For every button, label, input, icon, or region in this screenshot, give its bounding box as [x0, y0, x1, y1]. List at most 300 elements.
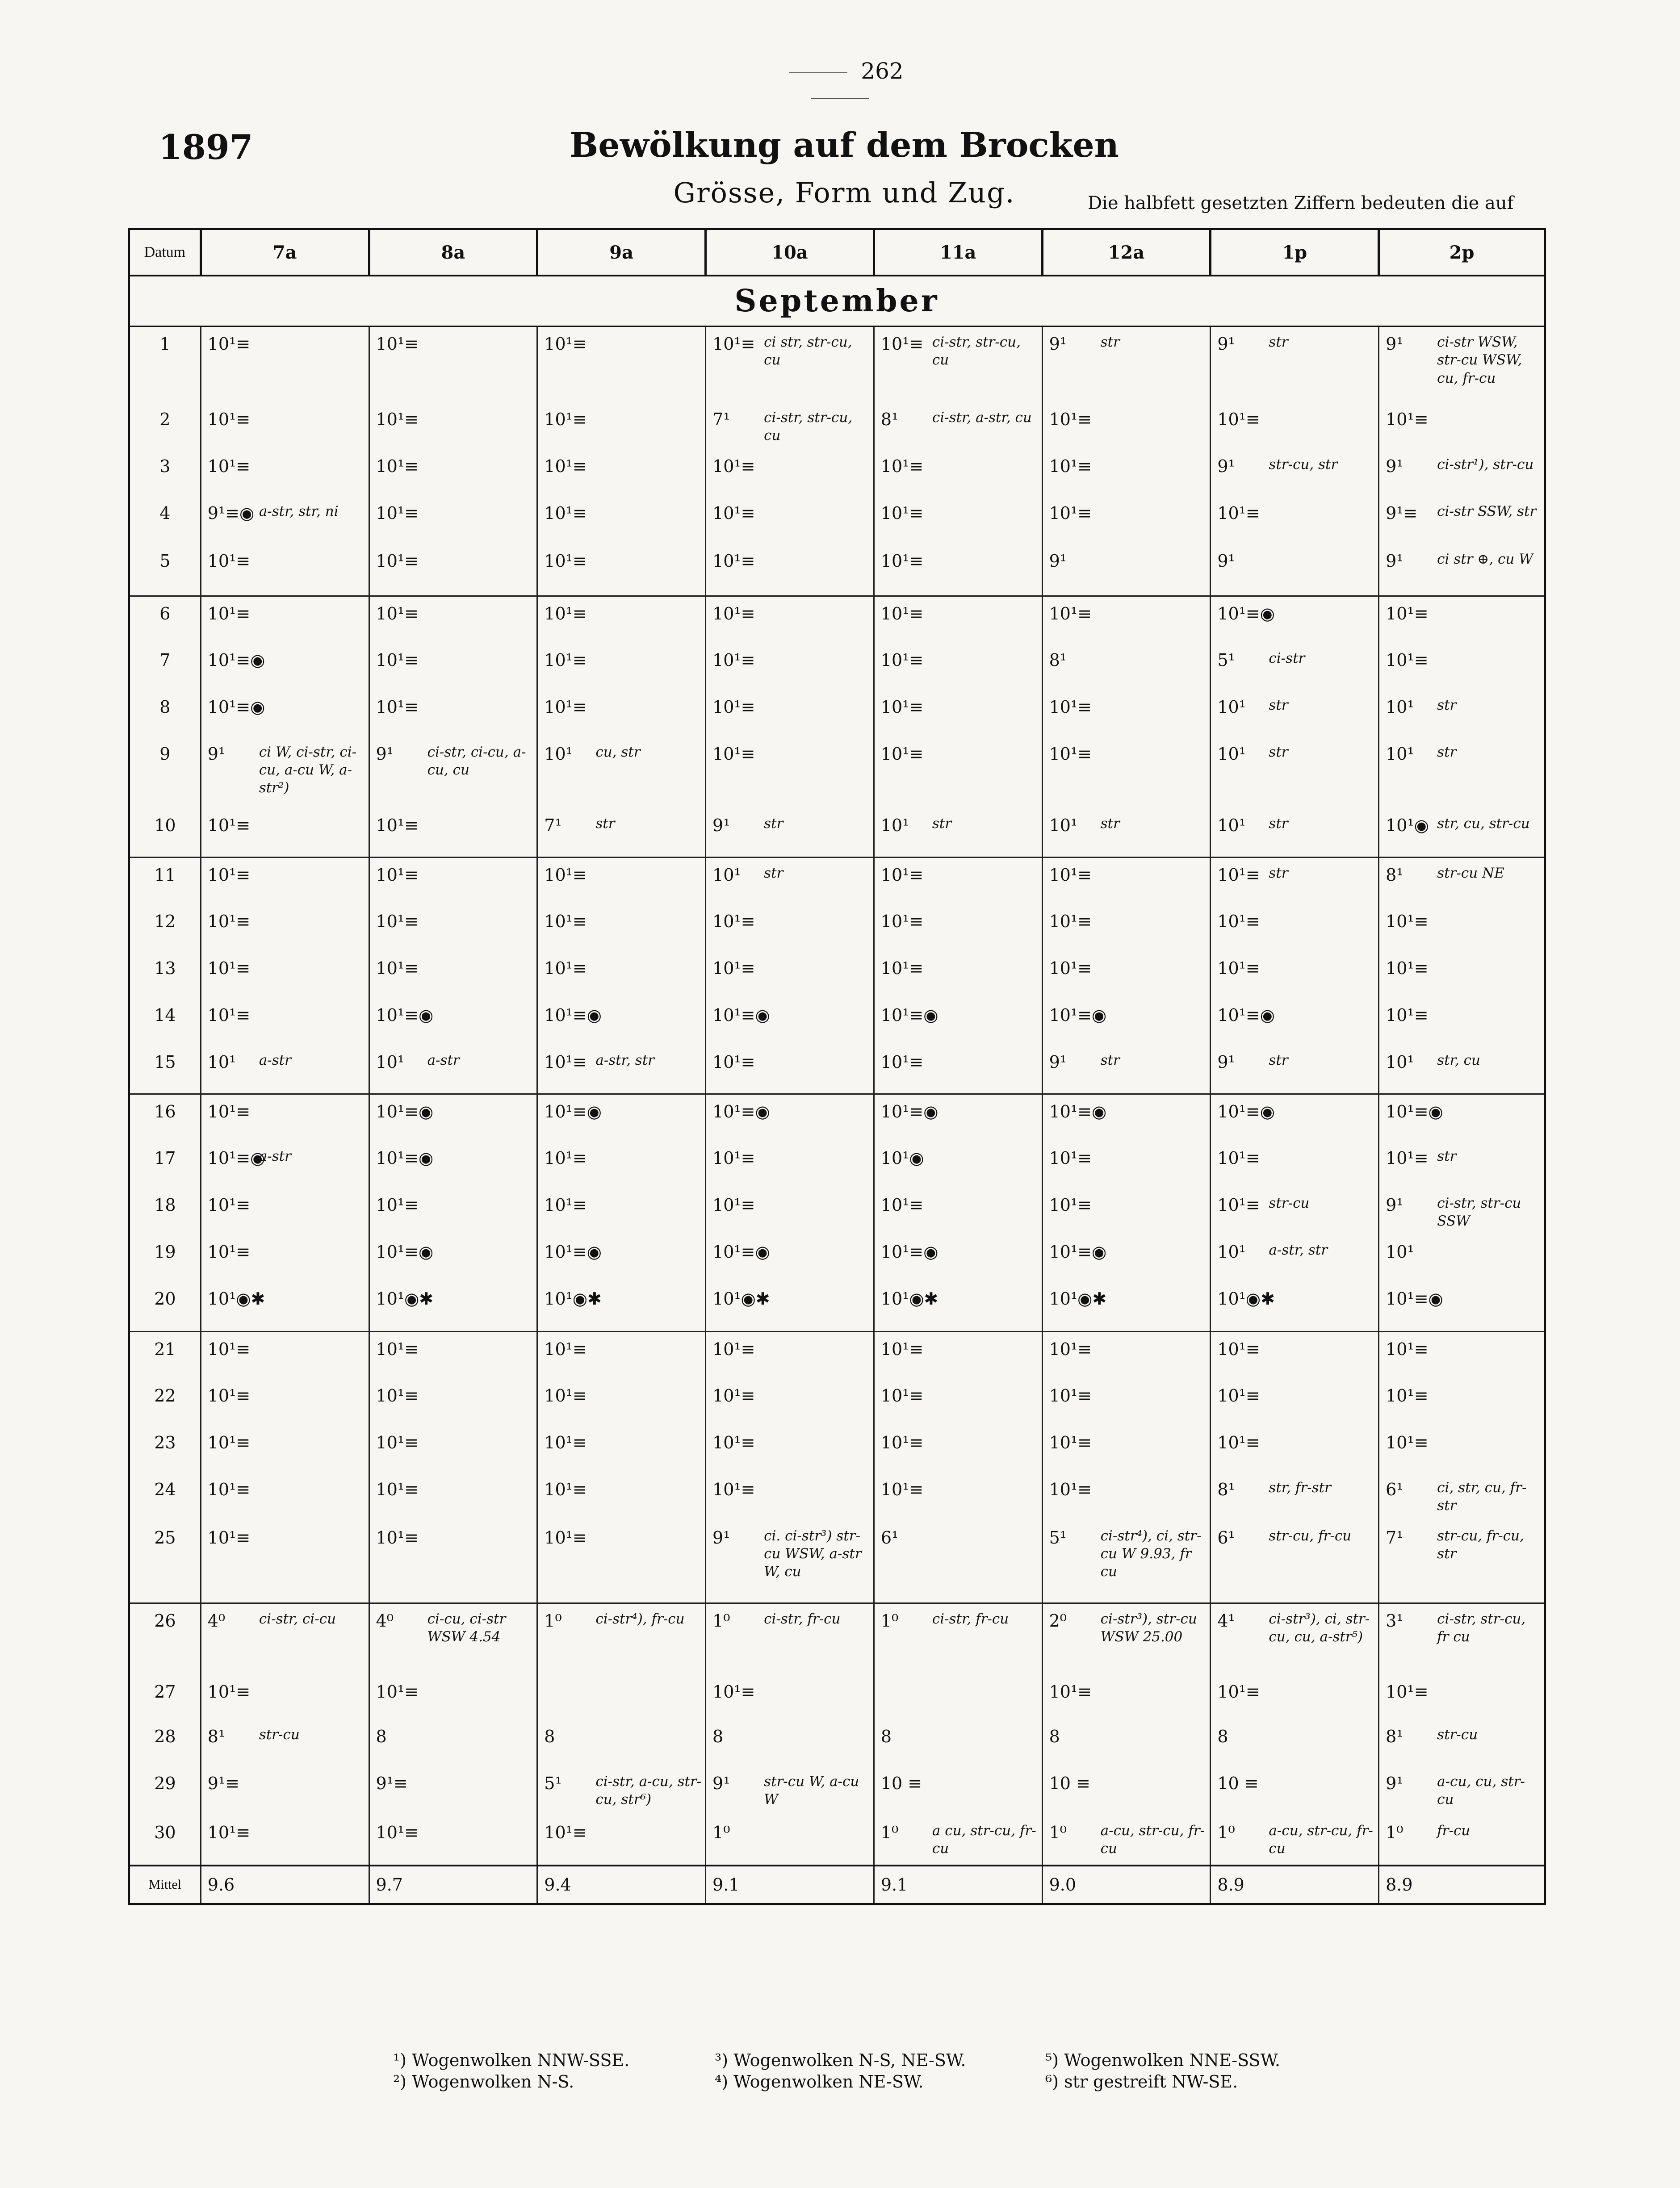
mittel-spacer — [759, 1866, 874, 1904]
cloud-amount-7a: 9¹≡ — [207, 1773, 239, 1793]
footnote-2: ²) Wogenwolken N-S. — [393, 2071, 574, 2092]
cloud-amount-9a: 5¹ — [544, 1773, 562, 1793]
year: 1897 — [159, 127, 253, 167]
cloud-amount-7a: 10¹◉✱ — [201, 1282, 255, 1332]
cloud-amount-1p: 10¹≡ — [1217, 911, 1260, 931]
cloud-amount-2p: 10¹≡ — [1386, 409, 1429, 429]
cloud-amount-9a: 10¹≡ — [544, 456, 587, 476]
cloud-form-7a — [255, 1282, 369, 1332]
cloud-amount-12a: 10¹≡◉ — [1049, 1005, 1107, 1025]
table-row — [129, 326, 1545, 402]
cloud-amount-9a: 10¹≡ — [544, 503, 587, 523]
cloud-form-8a — [423, 326, 537, 402]
cloud-amount-11a: 10 ≡ — [880, 1773, 922, 1793]
cloud-amount-7a: 8¹ — [207, 1726, 226, 1746]
cloud-amount-10a: 10¹≡ — [706, 1045, 760, 1094]
mittel-spacer — [928, 1866, 1042, 1904]
footnote-6: ⁶) str gestreift NW-SE. — [1045, 2071, 1238, 2092]
cloud-form-12a — [1096, 643, 1211, 690]
cloud-form-2p: str-cu — [1433, 1719, 1545, 1766]
cloud-amount-1p: 10¹≡ — [1217, 1195, 1260, 1215]
cloud-form-1p: str — [1264, 326, 1378, 402]
mittel-spacer — [1264, 1866, 1378, 1904]
cloud-amount-12a: 10¹≡ — [1049, 503, 1092, 523]
cloud-amount-11a: 10¹≡ — [880, 1385, 924, 1406]
cloud-amount-10a: 7¹ — [712, 409, 730, 429]
cloud-form-7a — [255, 808, 369, 858]
cloud-amount-11a: 10¹≡ — [880, 1479, 924, 1499]
cloud-form-2p: ci-str, str-cu, fr cu — [1433, 1603, 1545, 1675]
table-row — [129, 544, 1545, 596]
cloud-amount-1p: 1⁰ — [1217, 1822, 1235, 1842]
cloud-amount-10a: 10¹≡ — [712, 334, 755, 354]
cloud-amount-7a: 10¹≡ — [207, 604, 251, 623]
cloud-amount-11a: 1⁰ — [880, 1822, 899, 1842]
cloud-amount-2p: 9¹ — [1386, 1773, 1403, 1793]
cloud-form-2p: a-cu, cu, str-cu — [1433, 1766, 1545, 1816]
cloud-amount-10a: 10¹≡ — [712, 697, 755, 717]
header-datum: Datum — [129, 229, 201, 276]
day-number: 13 — [129, 951, 201, 998]
cloud-form-8a — [423, 496, 537, 544]
day-number: 21 — [129, 1332, 201, 1379]
cloud-amount-2p: 6¹ — [1386, 1479, 1403, 1499]
mittel-label: Mittel — [129, 1866, 201, 1904]
cloud-amount-9a: 10¹≡ — [544, 604, 587, 623]
cloud-form-11a — [928, 1379, 1042, 1426]
cloud-amount-2p: 8¹ — [1386, 865, 1403, 885]
cloud-amount-9a: 10¹≡ — [544, 958, 587, 978]
cloud-amount-11a: 10¹◉ — [880, 1148, 924, 1168]
day-number: 2 — [129, 402, 201, 449]
cloud-form-11a — [928, 544, 1042, 596]
table-row — [129, 808, 1545, 858]
cloud-form-1p: a-cu, str-cu, fr-cu — [1264, 1816, 1378, 1866]
day-number: 24 — [129, 1473, 201, 1521]
cloud-form-7a: ci W, ci-str, ci-cu, a-cu W, a-str²) — [255, 737, 369, 808]
cloud-amount-8a: 10¹≡ — [376, 1385, 419, 1406]
cloud-amount-2p: 9¹ — [1386, 456, 1403, 476]
cloud-form-10a — [759, 1816, 874, 1866]
cloud-amount-11a: 10¹◉✱ — [874, 1282, 928, 1332]
cloud-amount-1p: 10¹ — [1217, 744, 1246, 764]
cloud-form-9a — [591, 1332, 705, 1379]
cloud-amount-1p: 9¹ — [1217, 456, 1235, 476]
cloud-amount-8a: 10¹≡ — [376, 334, 419, 354]
cloud-form-1p — [1264, 998, 1378, 1045]
cloud-amount-2p: 10¹ — [1386, 1242, 1414, 1262]
cloud-form-2p — [1433, 643, 1545, 690]
cloud-form-2p: ci-str SSW, str — [1433, 496, 1545, 544]
cloud-amount-10a: 1⁰ — [712, 1611, 730, 1631]
cloud-amount-11a: 10¹ — [874, 808, 928, 858]
cloud-amount-9a: 10¹≡ — [544, 650, 587, 670]
cloud-amount-12a: 10¹≡ — [1049, 744, 1092, 764]
cloud-amount-11a: 8¹ — [880, 409, 899, 429]
cloud-form-7a: a-str, str, ni — [255, 496, 369, 544]
cloud-form-12a — [1096, 1188, 1211, 1235]
cloud-form-11a — [928, 449, 1042, 496]
cloud-amount-10a: 10¹≡ — [712, 1479, 755, 1499]
cloud-amount-9a: 8 — [544, 1726, 555, 1746]
cloud-amount-1p: 10¹≡◉ — [1217, 604, 1275, 623]
cloud-form-12a — [1096, 1675, 1211, 1719]
mittel-value-9a: 9.4 — [537, 1866, 591, 1904]
cloud-form-9a — [591, 858, 705, 904]
cloud-amount-7a: 10¹≡◉ — [207, 650, 265, 670]
mittel-spacer — [1096, 1866, 1211, 1904]
header-11a: 11a — [874, 229, 1042, 276]
cloud-amount-8a: 10¹≡ — [369, 1521, 423, 1603]
cloud-amount-2p: 10¹≡ — [1386, 1682, 1429, 1702]
cloud-form-1p: str-cu — [1264, 1188, 1378, 1235]
cloud-amount-2p: 10¹≡ — [1386, 650, 1429, 670]
cloud-form-8a — [423, 858, 537, 904]
cloud-form-10a: ci str, str-cu, cu — [759, 326, 874, 402]
cloud-form-12a — [1096, 1282, 1211, 1332]
day-number: 27 — [129, 1675, 201, 1719]
cloud-amount-11a: 10¹≡ — [880, 604, 924, 623]
cloud-amount-10a: 1⁰ — [712, 1822, 730, 1842]
cloud-amount-11a — [874, 1675, 928, 1719]
cloud-amount-11a: 8 — [880, 1726, 892, 1746]
month-heading: September — [129, 276, 1545, 326]
cloud-form-1p — [1264, 1282, 1378, 1332]
cloud-amount-7a: 10¹≡ — [207, 1339, 251, 1359]
cloud-form-9a: a-str, str — [591, 1045, 705, 1094]
cloud-amount-8a: 10¹≡ — [376, 409, 419, 429]
cloud-form-1p: str-cu, fr-cu — [1264, 1521, 1378, 1603]
cloud-amount-7a: 10¹≡ — [201, 808, 255, 858]
cloud-form-7a — [255, 402, 369, 449]
header-9a: 9a — [537, 229, 706, 276]
cloud-form-12a — [1096, 449, 1211, 496]
cloud-amount-7a: 10¹≡◉ — [207, 697, 265, 717]
day-number: 3 — [129, 449, 201, 496]
cloud-form-9a — [591, 326, 705, 402]
mittel-spacer — [423, 1866, 537, 1904]
cloud-amount-7a: 10¹≡ — [207, 409, 251, 429]
cloud-amount-12a: 10¹≡◉ — [1049, 1242, 1107, 1262]
cloud-amount-7a: 10¹≡ — [201, 1521, 255, 1603]
cloud-form-1p: str-cu, str — [1264, 449, 1378, 496]
cloud-amount-8a: 10¹≡ — [376, 650, 419, 670]
day-number: 5 — [129, 544, 201, 596]
cloud-amount-7a: 10¹≡ — [207, 1822, 251, 1842]
day-number: 23 — [129, 1426, 201, 1473]
cloud-form-10a — [759, 1045, 874, 1094]
cloud-form-10a — [759, 643, 874, 690]
cloud-form-9a — [591, 951, 705, 998]
cloud-form-7a — [255, 858, 369, 904]
cloud-form-10a — [759, 690, 874, 737]
cloud-form-12a — [1096, 1094, 1211, 1141]
cloud-form-10a — [759, 1719, 874, 1766]
table-row — [129, 1094, 1545, 1141]
cloud-form-2p — [1433, 1282, 1545, 1332]
cloud-amount-1p: 8 — [1217, 1726, 1228, 1746]
cloud-form-2p — [1433, 951, 1545, 998]
cloud-amount-8a: 10¹≡◉ — [376, 1005, 434, 1025]
cloud-amount-9a: 10¹≡◉ — [544, 1102, 602, 1121]
cloud-amount-7a: 9¹ — [207, 744, 226, 764]
cloud-amount-8a: 10¹≡ — [376, 697, 419, 717]
cloud-amount-7a: 4⁰ — [207, 1611, 226, 1631]
cloud-amount-9a: 10¹≡◉ — [544, 1005, 602, 1025]
cloud-amount-7a: 10¹≡ — [207, 1195, 251, 1215]
cloud-form-10a — [759, 496, 874, 544]
cloud-form-2p: str — [1433, 737, 1545, 808]
footnote-4: ⁴) Wogenwolken NE-SW. — [715, 2071, 924, 2092]
cloud-form-1p — [1264, 544, 1378, 596]
cloud-amount-7a: 10¹ — [201, 1045, 255, 1094]
table-row — [129, 1141, 1545, 1188]
day-number: 18 — [129, 1188, 201, 1235]
cloud-form-8a — [423, 1426, 537, 1473]
cloud-form-8a — [423, 998, 537, 1045]
cloud-amount-9a: 10¹≡ — [544, 1339, 587, 1359]
cloud-form-10a: str-cu W, a-cu W — [759, 1766, 874, 1816]
cloud-form-11a — [928, 737, 1042, 808]
cloud-amount-1p: 8¹ — [1217, 1479, 1235, 1499]
page-title: Bewölkung auf dem Brocken — [570, 125, 1119, 165]
cloud-form-7a — [255, 1379, 369, 1426]
cloud-amount-11a: 10¹≡ — [880, 1339, 924, 1359]
table-row — [129, 1332, 1545, 1379]
cloud-form-1p: str, fr-str — [1264, 1473, 1378, 1521]
cloud-amount-1p: 10¹≡ — [1217, 865, 1260, 885]
cloud-form-8a — [423, 544, 537, 596]
cloud-form-12a — [1096, 402, 1211, 449]
cloud-amount-1p: 10 ≡ — [1217, 1773, 1259, 1793]
cloud-form-9a — [591, 1235, 705, 1282]
cloud-form-7a: str-cu — [255, 1719, 369, 1766]
cloud-form-8a — [423, 643, 537, 690]
cloud-amount-11a: 10¹≡ — [874, 1045, 928, 1094]
cloud-amount-8a: 10¹≡◉ — [376, 1148, 434, 1168]
cloud-form-11a — [928, 1332, 1042, 1379]
cloud-form-11a — [928, 1521, 1042, 1603]
cloud-amount-2p: 9¹ — [1379, 544, 1433, 596]
cloud-amount-12a: 10 ≡ — [1049, 1773, 1090, 1793]
cloud-amount-1p: 9¹ — [1217, 334, 1235, 354]
cloud-form-1p: str — [1264, 1045, 1378, 1094]
cloud-amount-2p: 10¹≡ — [1386, 911, 1429, 931]
header-8a: 8a — [369, 229, 537, 276]
cloud-form-1p — [1264, 1094, 1378, 1141]
cloud-form-9a — [591, 1094, 705, 1141]
mittel-value-10a: 9.1 — [706, 1866, 760, 1904]
cloud-form-7a — [255, 1094, 369, 1141]
cloud-form-11a — [928, 643, 1042, 690]
cloud-form-9a — [591, 904, 705, 951]
cloud-form-12a: str — [1096, 808, 1211, 858]
cloud-form-2p: str-cu NE — [1433, 858, 1545, 904]
cloud-amount-12a: 10¹≡ — [1049, 1339, 1092, 1359]
cloud-form-8a — [423, 951, 537, 998]
cloud-form-2p: str-cu, fr-cu, str — [1433, 1521, 1545, 1603]
cloud-form-8a — [423, 1332, 537, 1379]
cloud-amount-9a: 10¹≡ — [544, 1822, 587, 1842]
cloud-amount-1p: 10¹≡ — [1217, 1432, 1260, 1452]
day-number: 15 — [129, 1045, 201, 1094]
cloud-amount-8a: 4⁰ — [376, 1611, 394, 1631]
cloud-form-9a — [591, 1521, 705, 1603]
cloud-form-12a — [1096, 998, 1211, 1045]
cloud-amount-9a: 10¹≡ — [544, 334, 587, 354]
cloud-form-8a — [423, 1188, 537, 1235]
cloud-amount-7a: 10¹≡ — [201, 544, 255, 596]
cloud-amount-7a: 9¹≡◉ — [207, 503, 255, 523]
cloud-form-12a: str — [1096, 1045, 1211, 1094]
cloud-form-8a — [423, 1521, 537, 1603]
table-row — [129, 1426, 1545, 1473]
day-number: 16 — [129, 1094, 201, 1141]
cloud-amount-1p: 10¹≡ — [1217, 409, 1260, 429]
cloud-form-10a — [759, 1094, 874, 1141]
cloud-amount-1p: 10¹≡◉ — [1217, 1005, 1275, 1025]
cloud-form-7a — [255, 1235, 369, 1282]
cloud-amount-8a: 10¹≡ — [369, 808, 423, 858]
cloud-form-1p — [1264, 1379, 1378, 1426]
cloud-amount-11a: 6¹ — [874, 1521, 928, 1603]
cloud-form-9a — [591, 643, 705, 690]
cloud-form-1p — [1264, 1426, 1378, 1473]
cloud-amount-11a: 10¹≡ — [880, 958, 924, 978]
cloud-amount-8a: 10¹≡ — [376, 911, 419, 931]
cloud-form-7a — [255, 1188, 369, 1235]
cloud-form-2p: str, cu, str-cu — [1433, 808, 1545, 858]
cloud-form-9a — [591, 690, 705, 737]
cloud-form-8a — [423, 904, 537, 951]
cloud-amount-10a: 10¹≡◉ — [712, 1005, 770, 1025]
cloud-form-2p — [1433, 402, 1545, 449]
cloud-form-8a: ci-str, ci-cu, a-cu, cu — [423, 737, 537, 808]
cloud-form-11a — [928, 1282, 1042, 1332]
cloud-form-12a — [1096, 858, 1211, 904]
cloud-amount-2p: 10¹≡ — [1386, 1148, 1429, 1168]
cloud-form-2p — [1433, 596, 1545, 643]
cloud-form-10a — [759, 1426, 874, 1473]
cloud-form-8a — [423, 596, 537, 643]
cloud-form-9a — [591, 1816, 705, 1866]
cloud-form-8a — [423, 808, 537, 858]
cloud-form-10a: str — [759, 858, 874, 904]
day-number: 25 — [129, 1521, 201, 1603]
cloud-form-11a — [928, 690, 1042, 737]
cloud-amount-10a: 9¹ — [712, 1773, 730, 1793]
cloud-form-9a — [591, 1675, 705, 1719]
cloud-form-11a — [928, 904, 1042, 951]
cloud-amount-1p: 10¹≡ — [1217, 503, 1260, 523]
cloud-amount-2p: 10¹≡◉ — [1386, 1102, 1443, 1121]
table-row — [129, 1675, 1545, 1719]
cloud-form-8a: a-str — [423, 1045, 537, 1094]
cloud-form-2p — [1433, 904, 1545, 951]
cloud-amount-8a: 10¹◉✱ — [369, 1282, 423, 1332]
cloud-form-1p — [1264, 596, 1378, 643]
cloud-form-8a — [423, 1379, 537, 1426]
cloud-form-1p: ci-str³), ci, str-cu, cu, a-str⁵) — [1264, 1603, 1378, 1675]
cloud-amount-12a: 10¹≡ — [1049, 456, 1092, 476]
cloud-form-2p: str, cu — [1433, 1045, 1545, 1094]
cloud-amount-7a: 10¹≡ — [207, 1385, 251, 1406]
cloud-amount-9a: 10¹ — [544, 744, 573, 764]
cloud-amount-2p: 10¹ — [1379, 1045, 1433, 1094]
table-row — [129, 737, 1545, 808]
table-body — [129, 276, 1545, 1904]
footnote-1: ¹) Wogenwolken NNW-SSE. — [393, 2050, 630, 2070]
cloud-form-1p — [1264, 1332, 1378, 1379]
cloud-form-8a — [423, 1473, 537, 1521]
cloud-form-11a — [928, 1675, 1042, 1719]
cloud-form-12a: a-cu, str-cu, fr-cu — [1096, 1816, 1211, 1866]
cloud-form-1p: str — [1264, 858, 1378, 904]
cloud-form-11a: a cu, str-cu, fr-cu — [928, 1816, 1042, 1866]
cloud-amount-10a: 10¹≡ — [712, 1148, 755, 1168]
cloud-amount-2p: 10¹≡ — [1386, 1432, 1429, 1452]
cloud-form-8a — [423, 1719, 537, 1766]
cloud-form-1p — [1264, 1675, 1378, 1719]
cloud-amount-1p: 10¹ — [1211, 808, 1265, 858]
day-number: 30 — [129, 1816, 201, 1866]
cloud-form-2p — [1433, 998, 1545, 1045]
cloud-amount-2p: 10¹≡ — [1386, 958, 1429, 978]
cloud-amount-10a: 10¹≡ — [712, 744, 755, 764]
cloud-amount-2p: 10¹≡ — [1386, 1005, 1429, 1025]
cloud-amount-10a: 10¹≡ — [706, 544, 760, 596]
cloud-amount-12a: 9¹ — [1049, 334, 1067, 354]
cloud-amount-8a: 10¹≡ — [376, 1479, 419, 1499]
cloud-amount-12a: 5¹ — [1042, 1521, 1096, 1603]
cloud-form-7a — [255, 951, 369, 998]
table-row — [129, 596, 1545, 643]
cloud-amount-10a: 9¹ — [706, 808, 760, 858]
cloud-amount-10a: 10¹≡ — [712, 1432, 755, 1452]
day-number: 12 — [129, 904, 201, 951]
cloud-amount-8a: 10¹≡◉ — [376, 1242, 434, 1262]
cloud-amount-12a: 10¹≡ — [1049, 1432, 1092, 1452]
cloud-amount-9a: 1⁰ — [544, 1611, 562, 1631]
day-number: 29 — [129, 1766, 201, 1816]
day-number: 26 — [129, 1603, 201, 1675]
cloud-form-2p: ci-str¹), str-cu — [1433, 449, 1545, 496]
cloud-form-12a — [1096, 1766, 1211, 1816]
cloud-form-10a — [759, 1141, 874, 1188]
cloud-amount-8a: 10¹≡ — [376, 1432, 419, 1452]
header-1p: 1p — [1211, 229, 1379, 276]
cloud-amount-2p: 9¹≡ — [1386, 503, 1418, 523]
cloud-form-2p — [1433, 1379, 1545, 1426]
cloud-form-2p: ci, str, cu, fr-str — [1433, 1473, 1545, 1521]
cloud-amount-2p: 10¹ — [1386, 697, 1414, 717]
cloud-amount-12a: 8 — [1049, 1726, 1060, 1746]
cloud-form-2p — [1433, 1675, 1545, 1719]
cloud-form-1p — [1264, 1766, 1378, 1816]
day-number: 11 — [129, 858, 201, 904]
cloud-form-11a — [928, 596, 1042, 643]
cloud-amount-12a: 9¹ — [1042, 544, 1096, 596]
day-number: 20 — [129, 1282, 201, 1332]
cloud-amount-1p: 10¹◉✱ — [1211, 1282, 1265, 1332]
day-number: 8 — [129, 690, 201, 737]
cloud-amount-12a: 10¹≡ — [1049, 865, 1092, 885]
cloud-amount-8a: 10¹≡◉ — [376, 1102, 434, 1121]
cloud-form-12a — [1096, 904, 1211, 951]
cloud-amount-8a: 10¹≡ — [376, 604, 419, 623]
cloud-form-9a — [591, 1473, 705, 1521]
cloud-form-9a: ci-str⁴), fr-cu — [591, 1603, 705, 1675]
